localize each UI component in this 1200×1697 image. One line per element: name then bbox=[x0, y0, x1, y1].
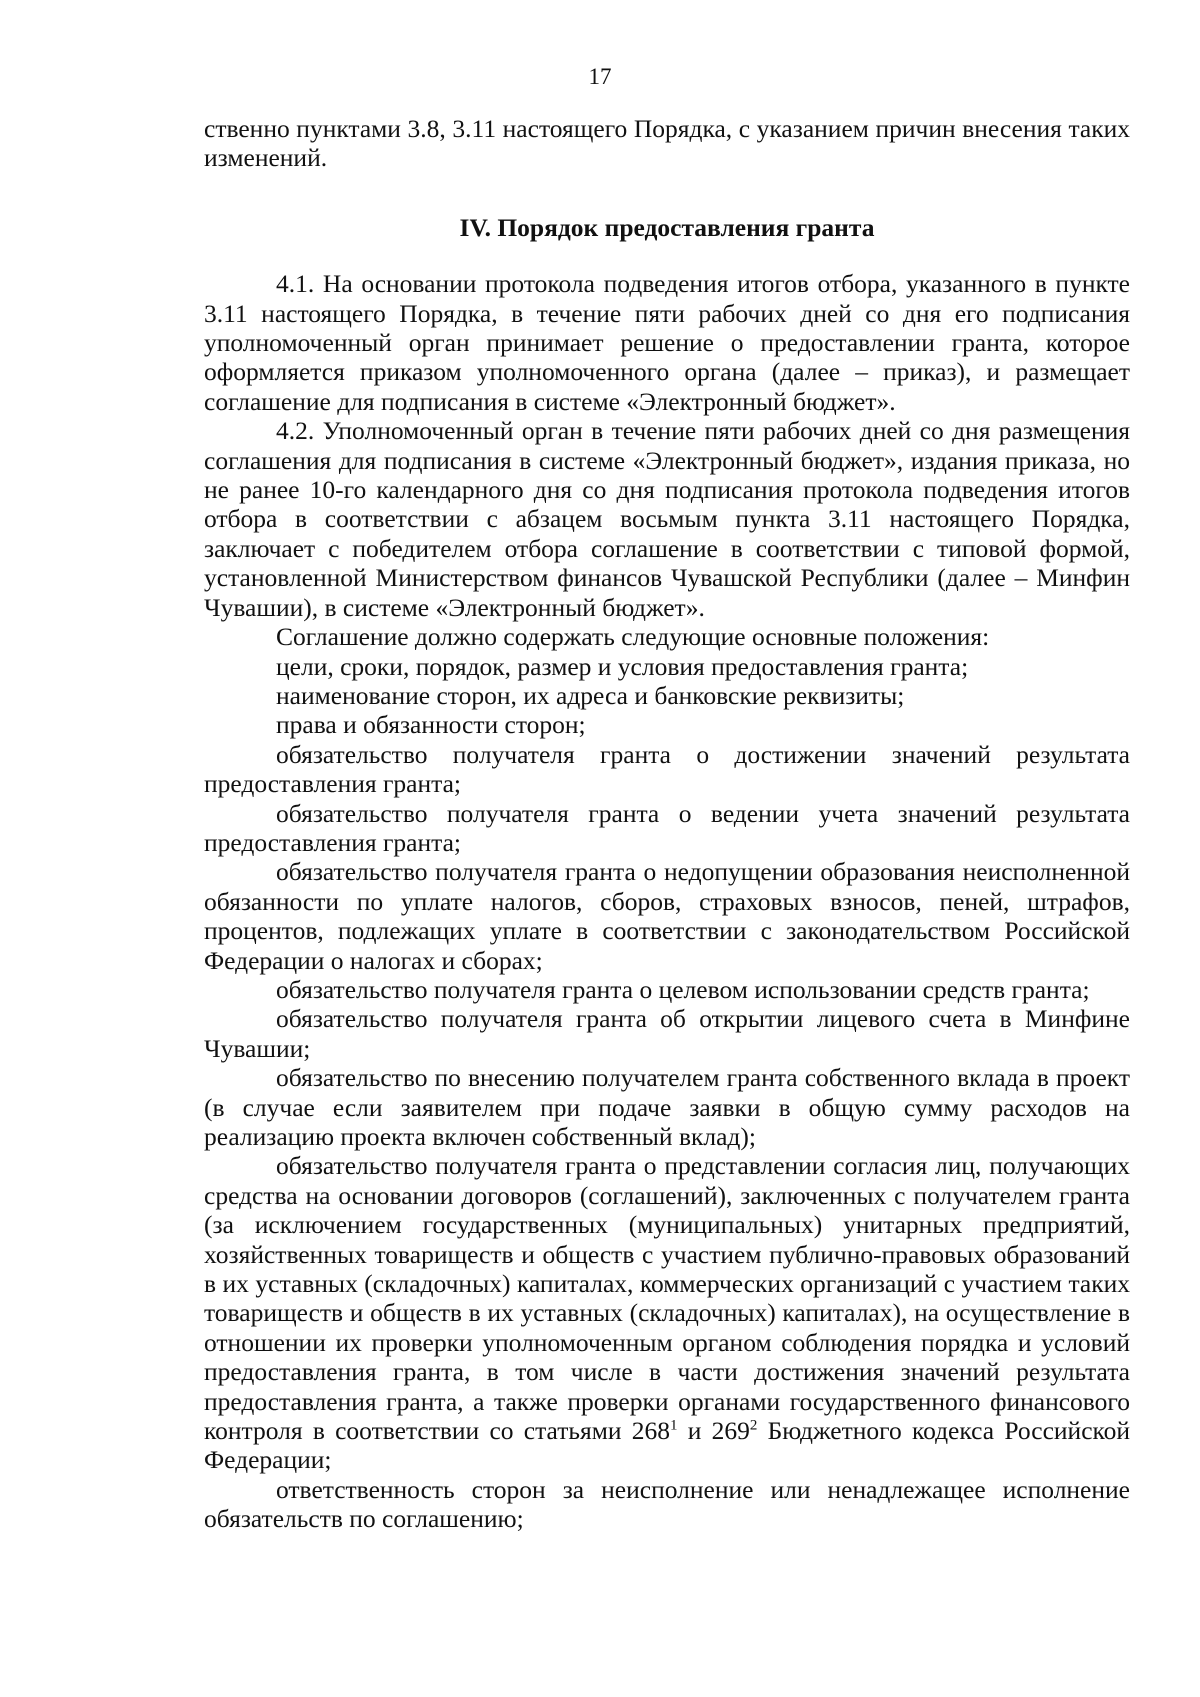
list-item-results: обязательство получателя гранта о достижении значений результата предоставления гранта; bbox=[204, 739, 1130, 799]
list-item-goals: цели, сроки, порядок, размер и условия предоставления гранта; bbox=[276, 651, 969, 681]
list-item-parties: наименование сторон, их адреса и банковские реквизиты; bbox=[276, 680, 905, 710]
list-item-consent bbox=[204, 1151, 1130, 1474]
list-item-own-contribution: обязательство по внесению получателем гранта собственного вклада в проект (в случае если заявителем при подаче заявки в общую сумму расходов на реализацию проекта включен собственный вклад); bbox=[204, 1063, 1130, 1151]
list-item-accounting: обязательство получателя гранта о ведении учета значений результата предоставления гранта; bbox=[204, 798, 1130, 857]
provisions-intro: Соглашение должно содержать следующие основные положения: bbox=[276, 622, 990, 652]
list-item-account: обязательство получателя гранта об открытии лицевого счета в Минфине Чувашии; bbox=[204, 1004, 1130, 1063]
list-item-target-use: обязательство получателя гранта о целевом использовании средств гранта; bbox=[276, 974, 1090, 1004]
document-body bbox=[204, 114, 1130, 1534]
consent-text-part1: обязательство получателя гранта о представлении согласия лиц, получающих средства на основании договоров (соглашений), заключенных с получателем гранта (за исключением государственных (муниципальных) унитарных предприятий, хозяйственных товариществ и обществ с участием публично-правовых образований в их уставных (складочных) капиталах, коммерческих организаций с участием таких товариществ и обществ в их уставных (складочных) капиталах), на осуществление в отношении их проверки уполномоченным органом соблюдения порядка и условий предоставления гранта, в том числе в части достижения значений результата предоставления гранта, а также проверки органами государственного финансового контроля в соответствии со статьями 268 bbox=[204, 1151, 1130, 1446]
list-item-rights: права и обязанности сторон; bbox=[276, 710, 586, 740]
consent-text-part2: и 269 bbox=[677, 1416, 750, 1446]
consent-text-part3: Бюджетного кодекса Российской Федерации; bbox=[204, 1416, 1130, 1475]
consent-superscript-2: 2 bbox=[749, 1417, 758, 1434]
intro-paragraph: ственно пунктами 3.8, 3.11 настоящего Порядка, с указанием причин внесения таких изменений. bbox=[204, 114, 1130, 173]
page-number: 17 bbox=[588, 64, 612, 89]
section-title: IV. Порядок предоставления гранта bbox=[459, 212, 875, 242]
paragraph-4-2: 4.2. Уполномоченный орган в течение пяти рабочих дней со дня размещения соглашения для подписания в системе «Электронный бюджет», издания приказа, но не ранее 10-го календарного дня со дня подписания протокола подведения итогов отбора в соответствии с абзацем восьмым пункта 3.11 настоящего Порядка, заключает с победителем отбора соглашение в соответствии с типовой формой, установленной Министерством финансов Чувашской Республики (далее – Минфин Чувашии), в системе «Электронный бюджет». bbox=[204, 416, 1130, 622]
consent-superscript-1: 1 bbox=[669, 1417, 678, 1434]
list-item-responsibility: ответственность сторон за неисполнение или ненадлежащее исполнение обязательств по соглашению; bbox=[204, 1474, 1130, 1534]
list-item-taxes: обязательство получателя гранта о недопущении образования неисполненной обязанности по уплате налогов, сборов, страховых взносов, пеней, штрафов, процентов, подлежащих уплате в соответствии с законодательством Российской Федерации о налогах и сборах; bbox=[204, 857, 1130, 975]
paragraph-4-1: 4.1. На основании протокола подведения итогов отбора, указанного в пункте 3.11 настоящего Порядка, в течение пяти рабочих дней со дня его подписания уполномоченный орган принимает решение о предоставлении гранта, которое оформляется приказом уполномоченного органа (далее – приказ), и размещает соглашение для подписания в системе «Электронный бюджет». bbox=[204, 269, 1130, 416]
